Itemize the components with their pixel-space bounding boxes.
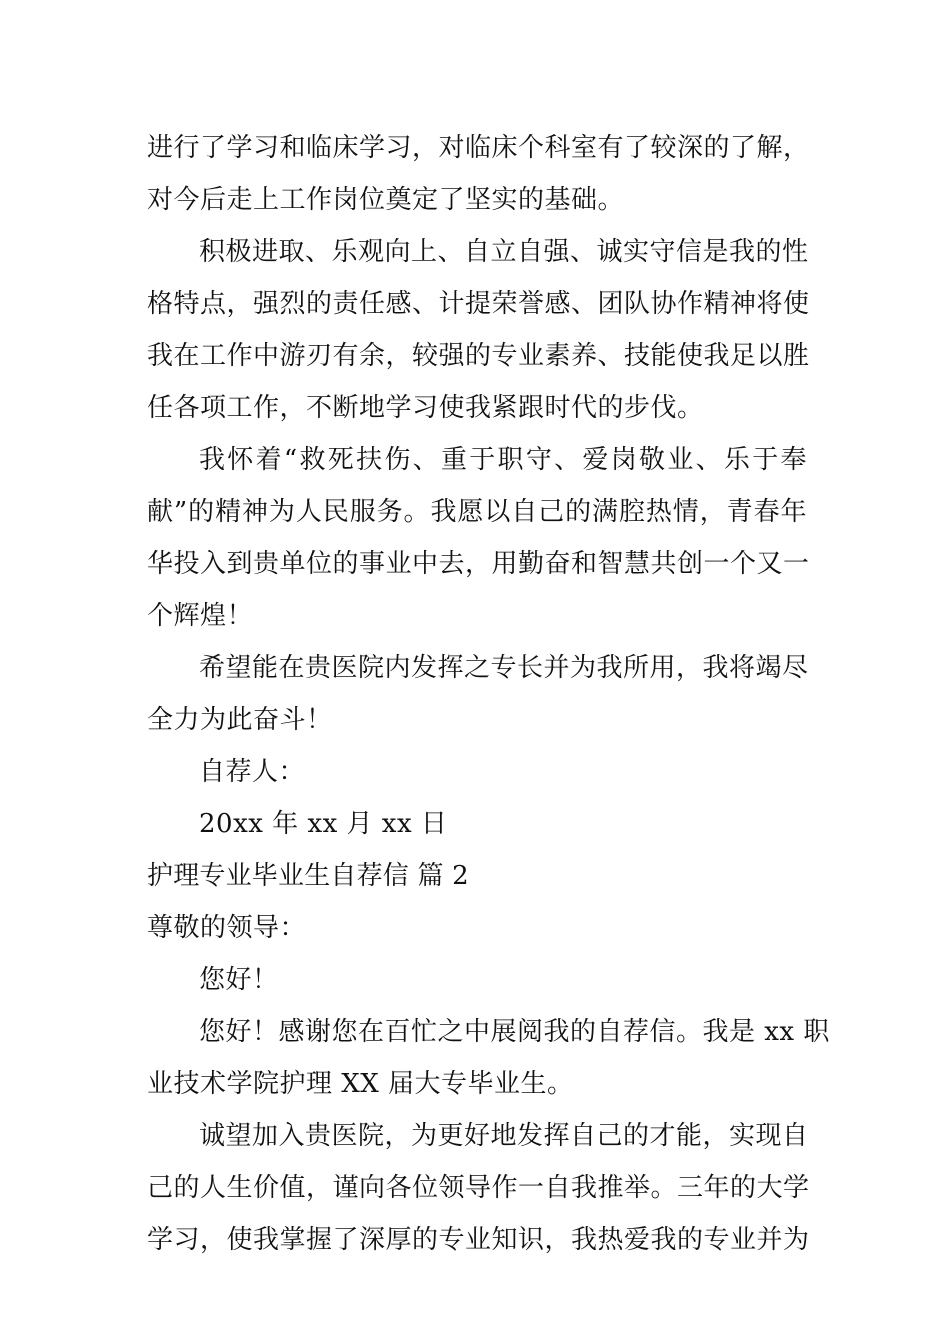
text-line: 个辉煌！ xyxy=(147,601,254,631)
text-line: 对今后走上工作岗位奠定了坚实的基础。 xyxy=(147,185,625,215)
signature-label: 自荐人： xyxy=(199,757,306,787)
greeting: 您好！ xyxy=(199,965,279,995)
text-line: 进行了学习和临床学习，对临床个科室有了较深的了解， xyxy=(147,133,810,163)
paragraph-start-line: 积极进取、乐观向上、自立自强、诚实守信是我的性 xyxy=(199,237,809,267)
paragraph-start-line: 希望能在贵医院内发挥之专长并为我所用，我将竭尽 xyxy=(199,653,809,683)
text-line: 全力为此奋斗！ xyxy=(147,705,333,735)
text-line: 献”的精神为人民服务。我愿以自己的满腔热情，青春年 xyxy=(147,497,807,527)
signature-date: 20xx 年 xx 月 xx 日 xyxy=(199,809,448,839)
section-title: 护理专业毕业生自荐信 篇 2 xyxy=(147,861,469,891)
text-line: 我在工作中游刃有余，较强的专业素养、技能使我足以胜 xyxy=(147,341,810,371)
salutation: 尊敬的领导： xyxy=(147,913,307,943)
paragraph-start-line: 您好！感谢您在百忙之中展阅我的自荐信。我是 xx 职 xyxy=(199,1017,830,1047)
text-line: 学习，使我掌握了深厚的专业知识，我热爱我的专业并为 xyxy=(147,1225,810,1255)
document-body xyxy=(147,122,830,1266)
text-line: 业技术学院护理 XX 届大专毕业生。 xyxy=(147,1069,574,1099)
paragraph-start-line: 诚望加入贵医院，为更好地发挥自己的才能，实现自 xyxy=(199,1121,809,1151)
text-line: 格特点，强烈的责任感、计提荣誉感、团队协作精神将使 xyxy=(147,289,810,319)
text-line: 己的人生价值，谨向各位领导作一自我推举。三年的大学 xyxy=(147,1173,810,1203)
text-line: 任各项工作，不断地学习使我紧跟时代的步伐。 xyxy=(147,393,704,423)
paragraph-start-line: 我怀着“救死扶伤、重于职守、爱岗敬业、乐于奉 xyxy=(199,445,807,475)
text-line: 华投入到贵单位的事业中去，用勤奋和智慧共创一个又一 xyxy=(147,549,810,579)
